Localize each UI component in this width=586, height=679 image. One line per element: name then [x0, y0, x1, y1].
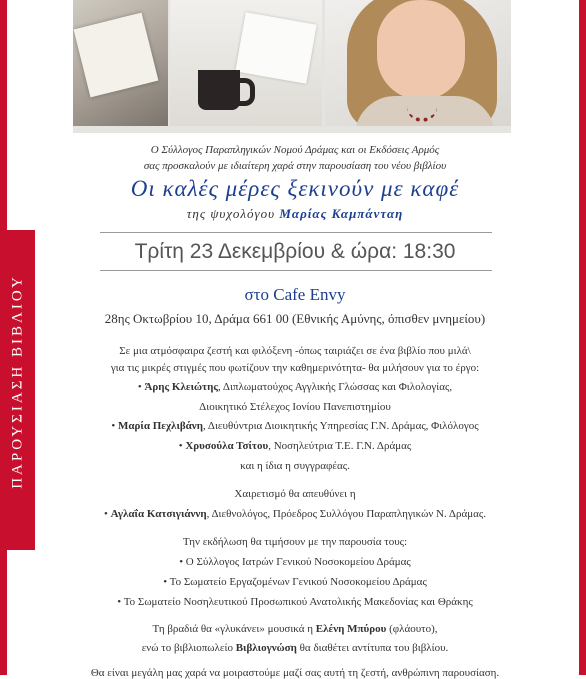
greeting-line: Χαιρετισμό θα απευθύνει η — [234, 488, 356, 500]
divider-bottom — [100, 270, 492, 271]
paper-image — [235, 12, 316, 84]
music-line — [40, 623, 550, 635]
speaker-2 — [40, 420, 550, 432]
music-post: (φλάουτο), — [386, 623, 438, 635]
portrait-face — [377, 0, 465, 100]
bookstore-post: θα διαθέτει αντίτυπα του βιβλίου. — [296, 642, 449, 654]
author-name: Μαρίας Καμπάνταη — [279, 206, 404, 221]
closing-line-partial: Θα είναι μεγάλη μας χαρά να μοιραστούμε μαζί σας αυτή τη ζεστή, ανθρώπινη παρουσίαση. — [90, 667, 500, 679]
bookstore-name: Βιβλιογνώση — [235, 642, 297, 654]
music-performer: Ελένη Μπύρου — [315, 623, 387, 635]
greeting-name: Αγλαΐα Κατσιγιάννη — [110, 508, 207, 520]
intro-line-1: Ο Σύλλογος Παραπληγικών Νομού Δράμας και οι Εκδόσεις Αρμός — [150, 144, 440, 156]
event-address: 28ης Οκτωβρίου 10, Δράμα 661 00 (Εθνικής Αμύνης, όπισθεν μνημείου) — [104, 311, 486, 326]
speaker-3-name: Χρυσούλα Τσίτου — [185, 440, 269, 452]
book-page-image — [74, 13, 159, 98]
book-title: Οι καλές μέρες ξεκινούν με καφέ — [130, 176, 460, 201]
side-banner-text: ΠΑΡΟΥΣΙΑΣΗ ΒΙΒΛΙΟΥ — [9, 274, 26, 489]
music-pre: Τη βραδιά θα «γλυκάνει» μουσικά η — [152, 623, 316, 635]
speaker-1-role-line-2: Διοικητικό Στέλεχος Ιονίου Πανεπιστημίου — [199, 401, 391, 413]
description-line-2: για τις μικρές στιγμές που φωτίζουν την καθημερινότητα- θα μιλήσουν για το έργο: — [110, 362, 480, 374]
bookstore-line — [40, 642, 550, 654]
speaker-3 — [40, 440, 550, 452]
event-venue: στο Cafe Envy — [244, 285, 346, 304]
speaker-1-name: Άρης Κλειώτης — [144, 381, 218, 393]
coffee-photo — [170, 0, 322, 126]
author-prefix: της ψυχολόγου — [186, 206, 276, 221]
book-photo — [73, 0, 168, 126]
speaker-2-role: , Διευθύντρια Διοικητικής Υπηρεσίας Γ.Ν. Δράμας, Φιλόλογος — [202, 420, 479, 432]
coffee-cup-image — [198, 70, 240, 110]
speaker-1 — [40, 381, 550, 393]
honors-item-2: • Το Σωματείο Εργαζομένων Γενικού Νοσοκομείου Δράμας — [163, 576, 427, 588]
greeting-bullet: • — [104, 508, 108, 520]
greeting-person — [40, 508, 550, 520]
speaker-1-role: , Διπλωματούχος Αγγλικής Γλώσσας και Φιλολογίας, — [218, 381, 453, 393]
speaker-3-role: , Νοσηλεύτρια Τ.Ε. Γ.Ν. Δράμας — [268, 440, 412, 452]
divider-top — [100, 232, 492, 233]
greeting-role: , Διεθνολόγος, Πρόεδρος Συλλόγου Παραπληγικών Ν. Δράμας. — [206, 508, 486, 520]
bookstore-pre: ενώ το βιβλιοπωλείο — [141, 642, 236, 654]
speaker-2-bullet: • — [111, 420, 116, 432]
side-banner — [0, 230, 35, 550]
author-line — [40, 206, 550, 222]
event-date-time: Τρίτη 23 Δεκεμβρίου & ώρα: 18:30 — [134, 240, 456, 263]
speaker-3-bullet: • — [178, 440, 183, 452]
speaker-2-name: Μαρία Πεχλιβάνη — [118, 420, 203, 432]
honors-item-3: • Το Σωματείο Νοσηλευτικού Προσωπικού Ανατολικής Μακεδονίας και Θράκης — [117, 596, 473, 608]
author-portrait — [325, 0, 511, 126]
honors-item-1: • Ο Σύλλογος Ιατρών Γενικού Νοσοκομείου Δράμας — [179, 556, 411, 568]
author-also-line: και η ίδια η συγγραφέας. — [240, 460, 350, 472]
speaker-1-bullet: • — [137, 381, 142, 393]
honors-line: Την εκδήλωση θα τιμήσουν με την παρουσία τους: — [182, 536, 408, 548]
cup-handle-image — [236, 78, 255, 106]
description-line-1: Σε μια ατμόσφαιρα ζεστή και φιλόξενη -όπως ταιριάζει σε ένα βιβλίο που μιλά\ — [119, 345, 471, 357]
right-red-border — [579, 0, 586, 675]
intro-line-2: σας προσκαλούν με ιδιαίτερη χαρά στην παρουσίαση του νέου βιβλίου — [143, 160, 447, 172]
